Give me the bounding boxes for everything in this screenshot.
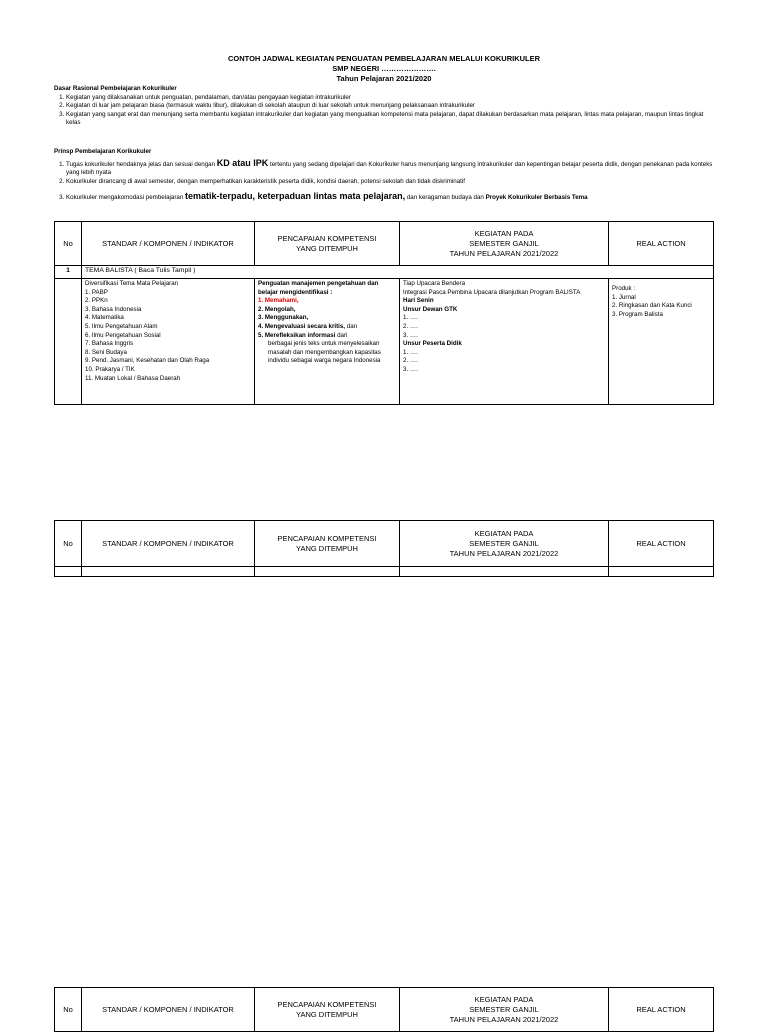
table-row: [55, 567, 714, 577]
prinsip-emphasis: tematik-terpadu, keterpaduan lintas mata pelajaran,: [185, 191, 406, 202]
list-item-text: dan: [345, 322, 358, 330]
empty-cell: [400, 567, 609, 577]
col-real-action: REAL ACTION: [609, 222, 714, 266]
table-header-row: [55, 521, 714, 567]
list-item: 3. Bahasa Indonesia: [85, 305, 142, 313]
list-item: 5. Ilmu Pengetahuan Alam: [85, 322, 158, 330]
list-item: 7. Bahasa Inggris: [85, 340, 134, 348]
col-real-action: REAL ACTION: [609, 988, 714, 1032]
document-title: CONTOH JADWAL KEGIATAN PENGUATAN PEMBELAJARAN MELALUI KOKURIKULER: [227, 54, 541, 63]
schedule-table-3: [54, 987, 714, 1032]
prinsip-text: dan keragaman budaya dan: [405, 194, 486, 202]
prinsip-item: [66, 192, 714, 203]
prinsip-text: Kokurikuler mengakomodasi pembelajaran: [66, 194, 186, 202]
col-standar: STANDAR / KOMPONEN / INDIKATOR: [82, 521, 255, 567]
col-pencapaian-line: YANG DITEMPUH: [296, 243, 358, 253]
real-action-cell: [609, 279, 714, 405]
col-no: No: [55, 222, 82, 266]
list-item: 9. Pend. Jasmani, Kesehatan dan Olah Raga: [85, 357, 210, 365]
document-header: [0, 54, 768, 84]
col-kegiatan-line: SEMESTER GANJIL: [469, 1004, 539, 1014]
col-kegiatan-line: TAHUN PELAJARAN 2021/2022: [449, 248, 559, 258]
list-item: 1. ….: [403, 314, 418, 322]
dasar-item: 2. Kegiatan di luar jam pelajaran biasa (termasuk waktu libur), dilakukan di sekolah ataupun di luar sekolah untuk menunjang pelaksanaan intrakurikuler: [66, 102, 714, 111]
schedule-table-2: [54, 520, 714, 577]
dasar-item: 1. Kegiatan yang dilaksanakan untuk penguatan, pendalaman, dan/atau pengayaan kegiatan intrakurikuler: [66, 94, 714, 103]
list-item: 1. PABP: [85, 288, 108, 296]
list-item: 3. ….: [403, 331, 418, 339]
school-name: SMP NEGERI ………………….: [332, 64, 436, 73]
col-pencapaian: [255, 988, 400, 1032]
academic-year: Tahun Pelajaran 2021/2020: [336, 74, 432, 83]
col-no: No: [55, 988, 82, 1032]
list-item-text: dari: [335, 331, 348, 339]
list-item: 1. ….: [403, 348, 418, 356]
col-kegiatan: [400, 222, 609, 266]
list-item: 2. Mengolah,: [258, 305, 296, 313]
list-item: 10. Prakarya / TIK: [85, 365, 135, 373]
pencapaian-cell: [255, 279, 400, 405]
list-item: 4. Matematika: [85, 314, 124, 322]
col-kegiatan-line: KEGIATAN PADA: [474, 994, 534, 1004]
col-standar: STANDAR / KOMPONEN / INDIKATOR: [82, 988, 255, 1032]
row-number: 1: [55, 266, 82, 279]
tema-title: TEMA BALISTA ( Baca Tulis Tampil ): [82, 266, 714, 279]
col-pencapaian-line: YANG DITEMPUH: [296, 543, 358, 553]
col-pencapaian: [255, 222, 400, 266]
table-header-row: [55, 988, 714, 1032]
empty-cell: [82, 567, 255, 577]
list-item: 3. Program Balista: [612, 310, 663, 318]
pencapaian-title: Penguatan manajemen pengetahuan dan belajar mengidentifikasi :: [258, 280, 379, 296]
standar-title: Diversifikasi Tema Mata Pelajaran: [85, 280, 179, 287]
list-item: [258, 323, 396, 332]
empty-cell: [55, 567, 82, 577]
list-item: 6. Ilmu Pengetahuan Sosial: [85, 331, 161, 339]
col-kegiatan-line: KEGIATAN PADA: [474, 228, 534, 238]
real-action-title: Produk :: [612, 285, 636, 292]
list-item: 2. PPKn: [85, 297, 108, 305]
col-real-action: REAL ACTION: [609, 521, 714, 567]
table-row: [55, 279, 714, 405]
prinsip-item: [66, 159, 714, 178]
col-kegiatan: [400, 521, 609, 567]
col-kegiatan: [400, 988, 609, 1032]
col-kegiatan-line: TAHUN PELAJARAN 2021/2022: [449, 548, 559, 558]
kegiatan-group: Unsur Peserta Didik: [403, 340, 462, 348]
col-kegiatan-line: SEMESTER GANJIL: [469, 538, 539, 548]
list-item: 11. Muatan Lokal / Bahasa Daerah: [85, 374, 181, 382]
list-item-continuation: berbagai jenis teks untuk menyelesaikan masalah dan mengembangkan kapasitas individu sebagai warga negara Indonesia: [268, 340, 381, 365]
col-kegiatan-line: SEMESTER GANJIL: [469, 238, 539, 248]
list-item: 1. Jurnal: [612, 293, 636, 301]
kegiatan-title: Tiap Upacara Bendera: [403, 280, 466, 287]
col-standar: STANDAR / KOMPONEN / INDIKATOR: [82, 222, 255, 266]
kegiatan-group: Unsur Dewan GTK: [403, 305, 458, 313]
col-pencapaian-line: PENCAPAIAN KOMPETENSI: [277, 533, 377, 543]
col-pencapaian-line: PENCAPAIAN KOMPETENSI: [277, 999, 377, 1009]
list-item: 8. Seni Budaya: [85, 348, 127, 356]
dasar-rasional-section: [54, 85, 714, 128]
prinsip-text: Tugas kokurikuler hendaknya jelas dan sesuai dengan: [66, 160, 217, 168]
kegiatan-line: Integrasi Pasca Pembina Upacara dilanjutkan Program BALISTA: [403, 288, 581, 296]
dasar-item: 3. Kegiatan yang sangat erat dan menunjang serta membantu kegiatan intrakurikuler dan kegiatan yang menguatkan kompetensi mata pelajaran, dapat dilakukan berdasarkan mata pelajaran, lintas mata pelajaran, maupun lintas tingkat kelas: [66, 111, 714, 128]
kegiatan-day: Hari Senin: [403, 297, 434, 305]
list-item: 2. ….: [403, 357, 418, 365]
empty-cell: [609, 567, 714, 577]
prinsip-title: Prinsp Pembelajaran Korikukuler: [54, 148, 152, 155]
col-pencapaian: [255, 521, 400, 567]
list-item: 2. Ringkasan dan Kata Kunci: [612, 302, 692, 310]
list-item: 1. Memahami,: [258, 297, 299, 305]
prinsip-item: 2. Kokurikuler dirancang di awal semester, dengan memperhatikan karakteristik peserta didik, kondisi daerah, potensi sekolah dan tidak diskriminatif: [66, 178, 714, 187]
prinsip-text: tertentu yang sedang dipelajari dan Kokurikuler harus menunjang langsung intrakurikuler dan kepentingan belajar peserta didik, dengan penekanan pada konteks yang lebih nyata: [66, 160, 713, 177]
prinsip-emphasis: Proyek Kokurikuler Berbasis Tema: [485, 194, 588, 202]
schedule-table-1: [54, 221, 714, 405]
col-pencapaian-line: PENCAPAIAN KOMPETENSI: [277, 233, 377, 243]
list-item-text: 5. Merefleksikan informasi: [258, 331, 336, 339]
list-item-text: 4. Mengevaluasi secara kritis,: [258, 322, 346, 330]
empty-cell: [55, 279, 82, 405]
prinsip-emphasis: KD atau IPK: [216, 157, 269, 168]
list-item: [258, 332, 396, 341]
empty-cell: [255, 567, 400, 577]
col-pencapaian-line: YANG DITEMPUH: [296, 1009, 358, 1019]
dasar-rasional-title: Dasar Rasional Pembelajaran Kokurikuler: [54, 85, 177, 92]
col-kegiatan-line: TAHUN PELAJARAN 2021/2022: [449, 1014, 559, 1024]
tema-row: [55, 266, 714, 279]
col-no: No: [55, 521, 82, 567]
list-item: 2. ….: [403, 322, 418, 330]
list-item: 3. Menggunakan,: [258, 314, 309, 322]
table-header-row: [55, 222, 714, 266]
list-item: 3. ….: [403, 365, 418, 373]
prinsip-section: [54, 148, 714, 203]
kegiatan-cell: [400, 279, 609, 405]
standar-cell: [82, 279, 255, 405]
col-kegiatan-line: KEGIATAN PADA: [474, 528, 534, 538]
